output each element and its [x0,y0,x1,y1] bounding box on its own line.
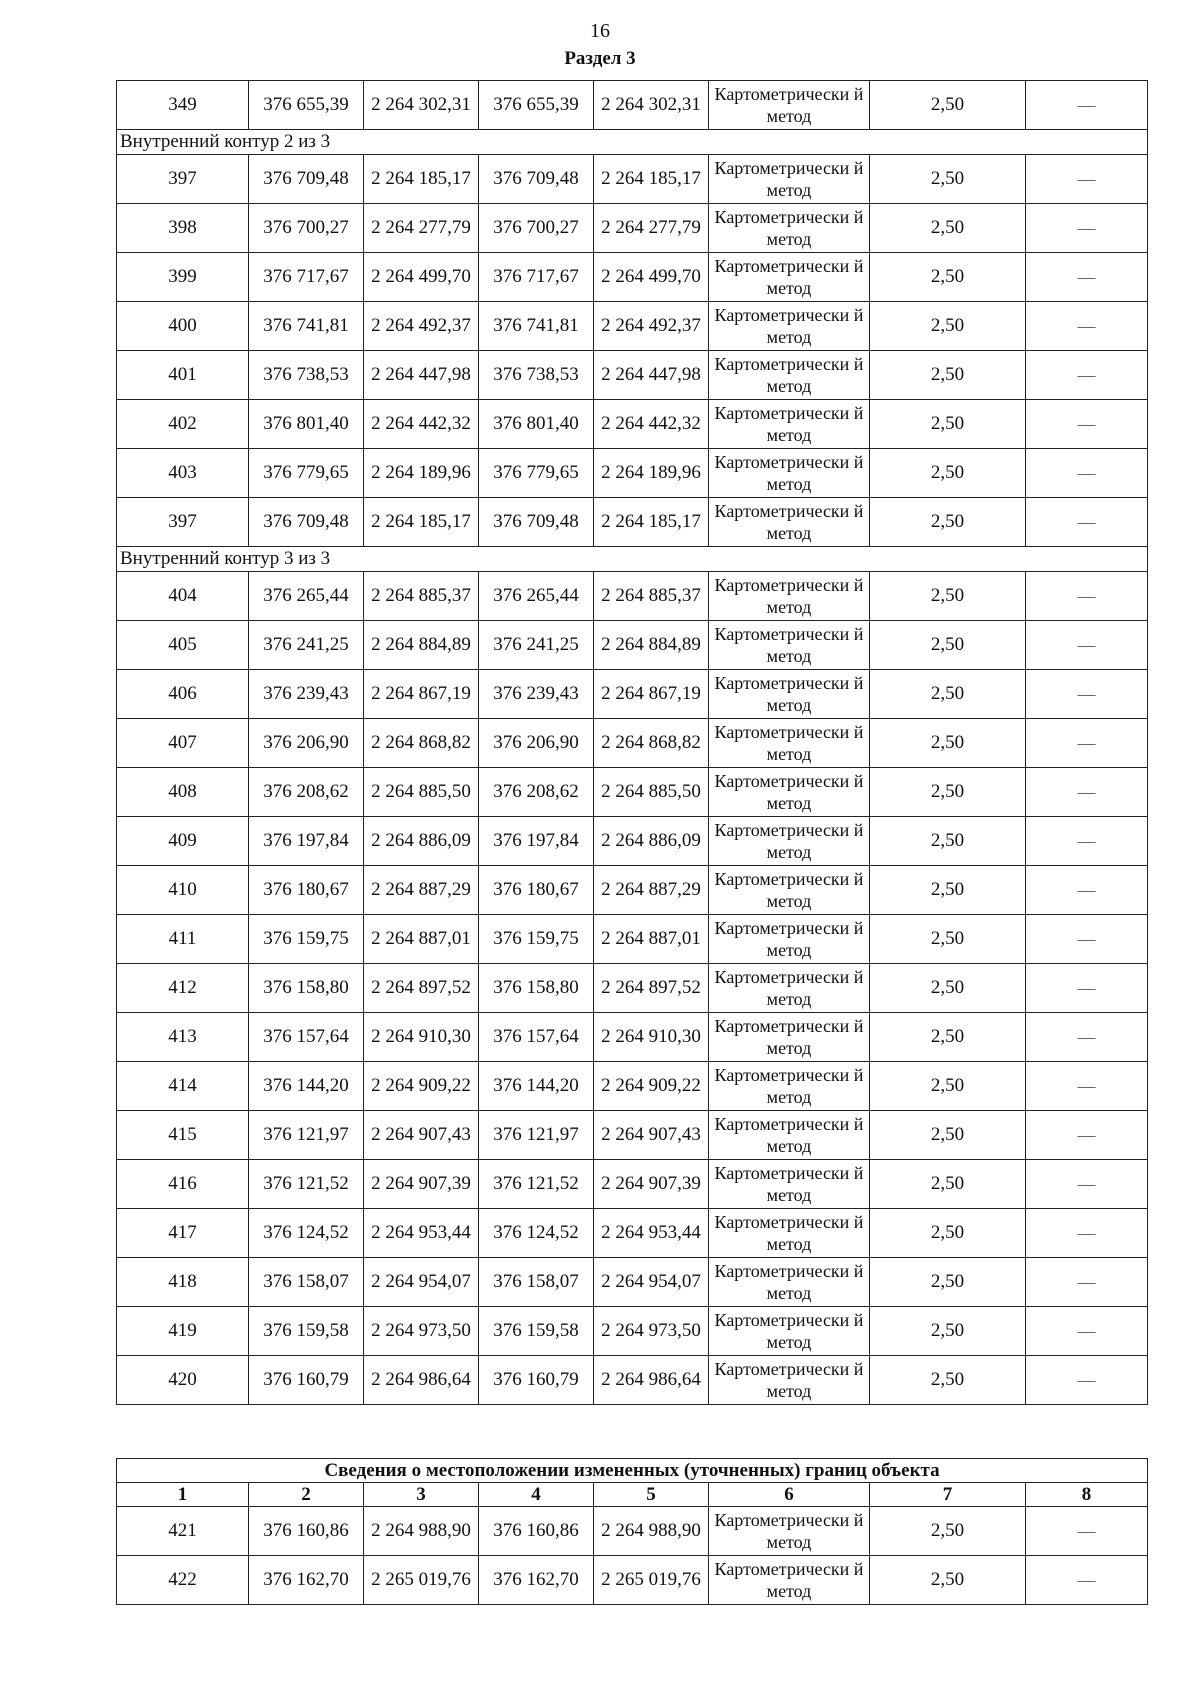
method-cell: Картометрически й метод [709,1258,870,1307]
x-old-cell: 376 700,27 [249,204,364,253]
table-row [117,1013,1148,1062]
point-number-cell: 409 [117,817,249,866]
description-cell: — [1026,253,1148,302]
method-cell: Картометрически й метод [709,155,870,204]
table-row [117,155,1148,204]
x-old-cell: 376 158,80 [249,964,364,1013]
description-cell: — [1026,351,1148,400]
x-old-cell: 376 655,39 [249,81,364,130]
point-number-cell: 415 [117,1111,249,1160]
column-number-cell: 5 [594,1483,709,1507]
accuracy-cell: 2,50 [870,498,1026,547]
x-old-cell: 376 779,65 [249,449,364,498]
x-old-cell: 376 741,81 [249,302,364,351]
column-number-cell: 6 [709,1483,870,1507]
point-number-cell: 416 [117,1160,249,1209]
point-number-cell: 421 [117,1507,249,1556]
method-cell: Картометрически й метод [709,768,870,817]
x-new-cell: 376 197,84 [479,817,594,866]
y-old-cell: 2 264 492,37 [364,302,479,351]
y-new-cell: 2 264 867,19 [594,670,709,719]
x-new-cell: 376 144,20 [479,1062,594,1111]
description-cell: — [1026,204,1148,253]
section-title: Раздел 3 [564,48,636,69]
point-number-cell: 410 [117,866,249,915]
y-new-cell: 2 264 887,01 [594,915,709,964]
x-old-cell: 376 265,44 [249,572,364,621]
accuracy-cell: 2,50 [870,302,1026,351]
y-new-cell: 2 264 189,96 [594,449,709,498]
x-new-cell: 376 700,27 [479,204,594,253]
point-number-cell: 349 [117,81,249,130]
y-new-cell: 2 264 887,29 [594,866,709,915]
description-cell: — [1026,81,1148,130]
x-old-cell: 376 241,25 [249,621,364,670]
table-row [117,915,1148,964]
x-new-cell: 376 655,39 [479,81,594,130]
description-cell: — [1026,1307,1148,1356]
method-cell: Картометрически й метод [709,1209,870,1258]
table-row [117,400,1148,449]
y-old-cell: 2 264 897,52 [364,964,479,1013]
x-old-cell: 376 157,64 [249,1013,364,1062]
y-new-cell: 2 264 885,50 [594,768,709,817]
x-old-cell: 376 159,75 [249,915,364,964]
point-number-cell: 419 [117,1307,249,1356]
table-row [117,253,1148,302]
point-number-cell: 402 [117,400,249,449]
description-cell: — [1026,1356,1148,1405]
table-row [117,768,1148,817]
changed-boundaries-table [116,1458,1148,1605]
method-cell: Картометрически й метод [709,1356,870,1405]
table-row [117,670,1148,719]
accuracy-cell: 2,50 [870,400,1026,449]
y-old-cell: 2 264 867,19 [364,670,479,719]
method-cell: Картометрически й метод [709,302,870,351]
point-number-cell: 422 [117,1556,249,1605]
y-new-cell: 2 264 885,37 [594,572,709,621]
column-number-cell: 4 [479,1483,594,1507]
y-new-cell: 2 264 988,90 [594,1507,709,1556]
accuracy-cell: 2,50 [870,449,1026,498]
table-row [117,498,1148,547]
x-old-cell: 376 239,43 [249,670,364,719]
contour-label: Внутренний контур 3 из 3 [117,547,1148,572]
method-cell: Картометрически й метод [709,964,870,1013]
y-new-cell: 2 264 886,09 [594,817,709,866]
x-old-cell: 376 197,84 [249,817,364,866]
x-old-cell: 376 801,40 [249,400,364,449]
x-new-cell: 376 160,79 [479,1356,594,1405]
x-new-cell: 376 738,53 [479,351,594,400]
description-cell: — [1026,1258,1148,1307]
x-old-cell: 376 206,90 [249,719,364,768]
accuracy-cell: 2,50 [870,1556,1026,1605]
table-row [117,351,1148,400]
description-cell: — [1026,1111,1148,1160]
accuracy-cell: 2,50 [870,1307,1026,1356]
accuracy-cell: 2,50 [870,253,1026,302]
x-new-cell: 376 180,67 [479,866,594,915]
x-old-cell: 376 160,79 [249,1356,364,1405]
point-number-cell: 401 [117,351,249,400]
table-row [117,817,1148,866]
point-number-cell: 400 [117,302,249,351]
description-cell: — [1026,1013,1148,1062]
method-cell: Картометрически й метод [709,817,870,866]
column-number-cell: 7 [870,1483,1026,1507]
table-row [117,1111,1148,1160]
accuracy-cell: 2,50 [870,1209,1026,1258]
y-new-cell: 2 264 986,64 [594,1356,709,1405]
y-new-cell: 2 264 442,32 [594,400,709,449]
description-cell: — [1026,621,1148,670]
point-number-cell: 418 [117,1258,249,1307]
y-old-cell: 2 264 909,22 [364,1062,479,1111]
x-new-cell: 376 241,25 [479,621,594,670]
y-old-cell: 2 264 986,64 [364,1356,479,1405]
x-new-cell: 376 158,07 [479,1258,594,1307]
y-new-cell: 2 264 868,82 [594,719,709,768]
y-old-cell: 2 264 885,37 [364,572,479,621]
description-cell: — [1026,768,1148,817]
point-number-cell: 404 [117,572,249,621]
x-new-cell: 376 717,67 [479,253,594,302]
method-cell: Картометрически й метод [709,621,870,670]
method-cell: Картометрически й метод [709,253,870,302]
x-new-cell: 376 208,62 [479,768,594,817]
method-cell: Картометрически й метод [709,1160,870,1209]
x-old-cell: 376 208,62 [249,768,364,817]
x-new-cell: 376 157,64 [479,1013,594,1062]
table-row [117,1062,1148,1111]
description-cell: — [1026,400,1148,449]
y-new-cell: 2 264 907,39 [594,1160,709,1209]
method-cell: Картометрически й метод [709,1507,870,1556]
table-row [117,1556,1148,1605]
accuracy-cell: 2,50 [870,719,1026,768]
description-cell: — [1026,498,1148,547]
y-old-cell: 2 264 953,44 [364,1209,479,1258]
point-number-cell: 397 [117,498,249,547]
accuracy-cell: 2,50 [870,81,1026,130]
contour-label-row [117,130,1148,155]
accuracy-cell: 2,50 [870,1258,1026,1307]
method-cell: Картометрически й метод [709,1062,870,1111]
accuracy-cell: 2,50 [870,915,1026,964]
table-row [117,866,1148,915]
method-cell: Картометрически й метод [709,204,870,253]
x-old-cell: 376 738,53 [249,351,364,400]
y-old-cell: 2 264 447,98 [364,351,479,400]
point-number-cell: 411 [117,915,249,964]
x-old-cell: 376 180,67 [249,866,364,915]
description-cell: — [1026,915,1148,964]
method-cell: Картометрически й метод [709,351,870,400]
y-new-cell: 2 264 909,22 [594,1062,709,1111]
accuracy-cell: 2,50 [870,1160,1026,1209]
description-cell: — [1026,1556,1148,1605]
point-number-cell: 398 [117,204,249,253]
contour-label-row [117,547,1148,572]
method-cell: Картометрически й метод [709,1111,870,1160]
description-cell: — [1026,449,1148,498]
description-cell: — [1026,719,1148,768]
y-new-cell: 2 264 973,50 [594,1307,709,1356]
point-number-cell: 408 [117,768,249,817]
y-old-cell: 2 264 886,09 [364,817,479,866]
table-row [117,449,1148,498]
x-old-cell: 376 709,48 [249,155,364,204]
column-number-cell: 1 [117,1483,249,1507]
point-number-cell: 412 [117,964,249,1013]
accuracy-cell: 2,50 [870,351,1026,400]
contour-label: Внутренний контур 2 из 3 [117,130,1148,155]
accuracy-cell: 2,50 [870,1111,1026,1160]
method-cell: Картометрически й метод [709,449,870,498]
description-cell: — [1026,1209,1148,1258]
y-old-cell: 2 264 499,70 [364,253,479,302]
point-number-cell: 414 [117,1062,249,1111]
column-number-cell: 8 [1026,1483,1148,1507]
x-new-cell: 376 741,81 [479,302,594,351]
x-new-cell: 376 779,65 [479,449,594,498]
table-row [117,572,1148,621]
description-cell: — [1026,155,1148,204]
method-cell: Картометрически й метод [709,866,870,915]
method-cell: Картометрически й метод [709,670,870,719]
y-new-cell: 2 264 884,89 [594,621,709,670]
x-old-cell: 376 709,48 [249,498,364,547]
x-new-cell: 376 709,48 [479,155,594,204]
y-new-cell: 2 264 953,44 [594,1209,709,1258]
y-old-cell: 2 264 973,50 [364,1307,479,1356]
x-old-cell: 376 158,07 [249,1258,364,1307]
description-cell: — [1026,1062,1148,1111]
table-row [117,204,1148,253]
description-cell: — [1026,817,1148,866]
y-old-cell: 2 264 884,89 [364,621,479,670]
accuracy-cell: 2,50 [870,621,1026,670]
point-number-cell: 403 [117,449,249,498]
x-new-cell: 376 158,80 [479,964,594,1013]
y-new-cell: 2 265 019,76 [594,1556,709,1605]
point-number-cell: 420 [117,1356,249,1405]
accuracy-cell: 2,50 [870,1013,1026,1062]
y-old-cell: 2 264 885,50 [364,768,479,817]
y-old-cell: 2 265 019,76 [364,1556,479,1605]
y-new-cell: 2 264 897,52 [594,964,709,1013]
table-title: Сведения о местоположении измененных (уточненных) границ объекта [117,1459,1148,1483]
x-new-cell: 376 265,44 [479,572,594,621]
description-cell: — [1026,964,1148,1013]
table-row [117,1307,1148,1356]
table-row [117,964,1148,1013]
x-new-cell: 376 709,48 [479,498,594,547]
point-number-cell: 405 [117,621,249,670]
accuracy-cell: 2,50 [870,768,1026,817]
accuracy-cell: 2,50 [870,155,1026,204]
accuracy-cell: 2,50 [870,1356,1026,1405]
accuracy-cell: 2,50 [870,1507,1026,1556]
y-old-cell: 2 264 442,32 [364,400,479,449]
x-new-cell: 376 159,58 [479,1307,594,1356]
y-old-cell: 2 264 887,01 [364,915,479,964]
accuracy-cell: 2,50 [870,817,1026,866]
table-row [117,719,1148,768]
x-old-cell: 376 124,52 [249,1209,364,1258]
table-row [117,1258,1148,1307]
accuracy-cell: 2,50 [870,204,1026,253]
y-new-cell: 2 264 910,30 [594,1013,709,1062]
y-new-cell: 2 264 499,70 [594,253,709,302]
y-old-cell: 2 264 907,43 [364,1111,479,1160]
accuracy-cell: 2,50 [870,572,1026,621]
description-cell: — [1026,866,1148,915]
accuracy-cell: 2,50 [870,866,1026,915]
point-number-cell: 397 [117,155,249,204]
point-number-cell: 407 [117,719,249,768]
accuracy-cell: 2,50 [870,964,1026,1013]
method-cell: Картометрически й метод [709,1013,870,1062]
point-number-cell: 406 [117,670,249,719]
y-new-cell: 2 264 277,79 [594,204,709,253]
x-new-cell: 376 206,90 [479,719,594,768]
method-cell: Картометрически й метод [709,915,870,964]
description-cell: — [1026,302,1148,351]
y-old-cell: 2 264 907,39 [364,1160,479,1209]
y-old-cell: 2 264 185,17 [364,498,479,547]
accuracy-cell: 2,50 [870,1062,1026,1111]
y-new-cell: 2 264 907,43 [594,1111,709,1160]
table-row [117,81,1148,130]
table-row [117,1160,1148,1209]
description-cell: — [1026,572,1148,621]
y-old-cell: 2 264 185,17 [364,155,479,204]
method-cell: Картометрически й метод [709,572,870,621]
page-number: 16 [590,20,610,42]
x-old-cell: 376 160,86 [249,1507,364,1556]
method-cell: Картометрически й метод [709,719,870,768]
table-row [117,1507,1148,1556]
y-old-cell: 2 264 954,07 [364,1258,479,1307]
point-number-cell: 413 [117,1013,249,1062]
method-cell: Картометрически й метод [709,81,870,130]
method-cell: Картометрически й метод [709,1556,870,1605]
table-title-row [117,1459,1148,1483]
x-old-cell: 376 121,97 [249,1111,364,1160]
y-new-cell: 2 264 954,07 [594,1258,709,1307]
description-cell: — [1026,670,1148,719]
method-cell: Картометрически й метод [709,1307,870,1356]
method-cell: Картометрически й метод [709,498,870,547]
y-old-cell: 2 264 887,29 [364,866,479,915]
x-old-cell: 376 159,58 [249,1307,364,1356]
description-cell: — [1026,1160,1148,1209]
column-number-row [117,1483,1148,1507]
y-old-cell: 2 264 302,31 [364,81,479,130]
x-new-cell: 376 239,43 [479,670,594,719]
x-new-cell: 376 162,70 [479,1556,594,1605]
x-old-cell: 376 144,20 [249,1062,364,1111]
coordinates-table [116,80,1148,1405]
table-row [117,302,1148,351]
table-row [117,1209,1148,1258]
y-old-cell: 2 264 910,30 [364,1013,479,1062]
y-new-cell: 2 264 447,98 [594,351,709,400]
y-old-cell: 2 264 868,82 [364,719,479,768]
description-cell: — [1026,1507,1148,1556]
column-number-cell: 2 [249,1483,364,1507]
x-old-cell: 376 121,52 [249,1160,364,1209]
point-number-cell: 417 [117,1209,249,1258]
y-new-cell: 2 264 302,31 [594,81,709,130]
x-old-cell: 376 717,67 [249,253,364,302]
y-old-cell: 2 264 189,96 [364,449,479,498]
column-number-cell: 3 [364,1483,479,1507]
accuracy-cell: 2,50 [870,670,1026,719]
y-new-cell: 2 264 185,17 [594,155,709,204]
y-new-cell: 2 264 492,37 [594,302,709,351]
x-new-cell: 376 124,52 [479,1209,594,1258]
y-old-cell: 2 264 277,79 [364,204,479,253]
point-number-cell: 399 [117,253,249,302]
x-new-cell: 376 801,40 [479,400,594,449]
x-old-cell: 376 162,70 [249,1556,364,1605]
x-new-cell: 376 121,97 [479,1111,594,1160]
y-new-cell: 2 264 185,17 [594,498,709,547]
table-row [117,621,1148,670]
x-new-cell: 376 160,86 [479,1507,594,1556]
y-old-cell: 2 264 988,90 [364,1507,479,1556]
x-new-cell: 376 159,75 [479,915,594,964]
x-new-cell: 376 121,52 [479,1160,594,1209]
table-row [117,1356,1148,1405]
method-cell: Картометрически й метод [709,400,870,449]
